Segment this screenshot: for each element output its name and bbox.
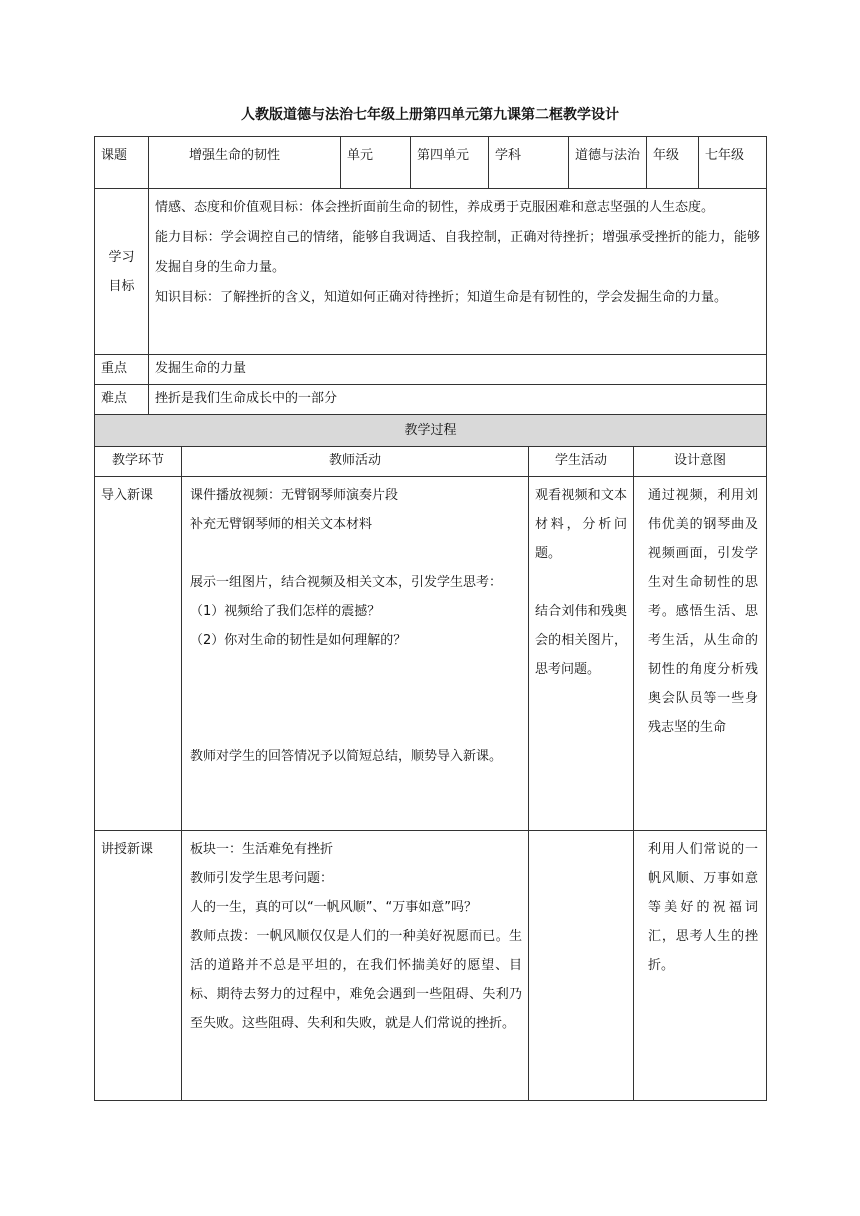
document-title: 人教版道德与法治七年级上册第四单元第九课第二框教学设计 [241,107,619,123]
goals-label: 学习目标 [95,189,149,355]
design-intent-cell: 通过视频，利用刘伟优美的钢琴曲及视频画面，引发学生对生命韧性的思考。感悟生活、思考生活，从生命的韧性的角度分析残奥会队员等一些身残志坚的生命 [634,477,767,831]
process-title: 教学过程 [95,415,767,447]
teacher-line: 人的一生，真的可以“一帆风顺”、“万事如意”吗？ [190,900,477,915]
grade-label: 年级 [647,137,699,189]
design-intent-cell: 利用人们常说的一帆风顺、万事如意等美好的祝福词汇，思考人生的挫折。 [634,831,767,1101]
key-point-label: 重点 [95,355,149,385]
teacher-line: （1）视频给了我们怎样的震撼？ [190,604,381,619]
student-line: 结合刘伟和残奥会的相关图片，思考问题。 [535,604,627,677]
goal-item: 情感、态度和价值观目标：体会挫折面前生命的韧性，养成勇于克服困难和意志坚强的人生态度。 [155,200,715,215]
teacher-line: （2）你对生命的韧性是如何理解的？ [190,633,407,648]
difficult-point-label: 难点 [95,385,149,415]
difficult-point-value: 挫折是我们生命成长中的一部分 [149,385,767,415]
teacher-activity-cell [182,477,529,831]
teaching-process-table [94,414,767,1101]
unit-label: 单元 [341,137,411,189]
stage-cell: 讲授新课 [95,831,182,1101]
student-activity-cell [529,831,634,1101]
subject-label: 学科 [489,137,569,189]
student-line [535,568,627,597]
column-header: 教师活动 [182,447,529,477]
goal-item: 能力目标：学会调控自己的情绪，能够自我调适、自我控制，正确对待挫折；增强承受挫折的能力，能够发掘自身的生命力量。 [155,230,760,275]
teacher-line: 教师点拨：一帆风顺仅仅是人们的一种美好祝愿而已。生活的道路并不总是平坦的，在我们怀揣美好的愿望、目标、期待去努力的过程中，难免会遇到一些阻碍、失利乃至失败。这些阻碍、失利和失败，就是人们常说的挫折。 [190,929,522,1031]
column-header: 设计意图 [634,447,767,477]
student-line: 观看视频和文本材料，分析问题。 [535,488,627,561]
goal-item: 知识目标：了解挫折的含义，知道如何正确对待挫折；知道生命是有韧性的，学会发掘生命的力量。 [155,290,728,305]
topic-label: 课题 [95,137,149,189]
grade-value: 七年级 [699,137,767,189]
goals-content [149,189,767,355]
column-header: 学生活动 [529,447,634,477]
stage-cell: 导入新课 [95,477,182,831]
student-activity-cell [529,477,634,831]
teacher-line: 教师引发学生思考问题： [190,871,334,886]
teacher-line [190,655,522,742]
subject-value: 道德与法治 [569,137,647,189]
topic-value: 增强生命的韧性 [149,137,341,189]
teacher-line: 教师对学生的回答情况予以简短总结，顺势导入新课。 [190,749,503,764]
lesson-info-table [94,136,767,415]
unit-value: 第四单元 [411,137,489,189]
teacher-line: 课件播放视频：无臂钢琴师演奏片段 [190,488,399,503]
teacher-activity-cell [182,831,529,1101]
teacher-line: 展示一组图片，结合视频及相关文本，引发学生思考： [190,575,503,590]
column-header: 教学环节 [95,447,182,477]
teacher-line [190,539,522,568]
key-point-value: 发掘生命的力量 [149,355,767,385]
teacher-line: 板块一：生活难免有挫折 [190,842,334,857]
teacher-line: 补充无臂钢琴师的相关文本材料 [190,517,373,532]
